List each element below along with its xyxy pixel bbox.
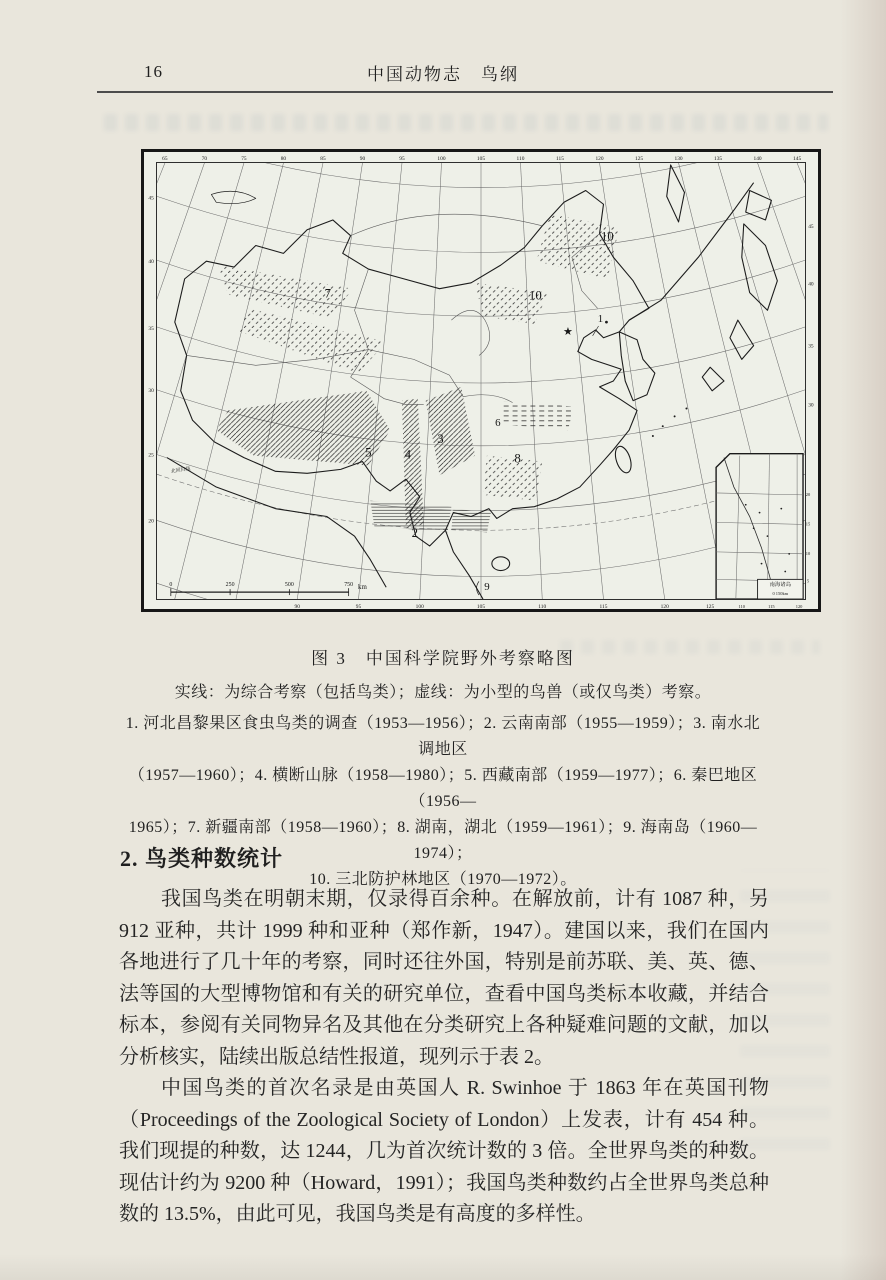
scale-label: 0 [169,582,173,589]
scale-label: 750 [344,582,354,589]
lat-tick-left: 20 [148,518,154,525]
lon-tick-bottom: 105 [476,603,486,610]
figure-map-frame [141,149,821,612]
lon-tick-top: 100 [437,156,446,163]
lon-tick-top: 105 [476,156,486,163]
lat-tick-right: 45 [808,223,814,230]
lon-tick-bottom: 125 [706,603,715,610]
region-7-hatch [218,265,352,318]
inset-lon-tick: 120 [795,603,803,609]
lon-tick-top: 70 [201,156,208,163]
scale-unit: km [358,584,367,592]
region-number: 5 [365,445,372,460]
scale-bar [171,588,349,596]
lon-tick-top: 145 [793,156,802,163]
lon-tick-top: 140 [753,156,762,163]
lon-tick-top: 90 [359,156,366,163]
map-geometry [0,132,886,640]
region-3-hatch [426,387,475,475]
inset-lat-tick: 20 [805,491,811,497]
region-number: 7 [324,286,332,301]
region-number: 8 [514,451,521,466]
header-rule [97,91,833,93]
lon-tick-top: 75 [241,156,247,163]
scan-edge-shading [0,1254,886,1280]
sakhalin [667,165,685,222]
page-number: 16 [144,62,163,81]
region-number: 1 [597,313,604,326]
japan-hokkaido [746,190,772,219]
figure-caption-line: 实线：为综合考察（包括鸟类）；虚线：为小型的鸟兽（或仅鸟类）考察。 [174,684,712,701]
region-8-hatch [483,456,542,501]
lon-tick-top: 125 [634,156,644,163]
tropic-of-cancer-label: 北回归线 [170,467,191,475]
region-5-hatch [216,391,390,466]
section-heading: 2. 鸟类种数统计 [120,846,284,871]
region-number: 2 [411,526,419,541]
figure-caption-line: 10. 三北防护林地区（1970—1972）。 [309,871,577,888]
inset-lon-tick: 115 [768,603,775,609]
taiwan-island [612,444,634,474]
changli-survey-dot [605,321,608,324]
figure-map-inner-frame [148,156,814,610]
inset-scale: 0 150km [772,591,789,597]
beijing-star: ★ [563,325,573,338]
inset-lat-tick: 5 [806,578,810,584]
inset-lon-tick: 110 [738,603,746,609]
lon-tick-bottom: 100 [415,603,424,610]
paragraph-species-statistics: 我国鸟类在明朝末期，仅录得百余种。在解放前，计有 1087 种，另 912 亚种，共计 1999 种和亚种（郑作新，1947）。建国以来，我们在国内各地进行了几十年的考察，同时还往外国，特别是前苏联、美、英、德、法等国的大型博物馆和有关的研究单位，查看中国鸟类标本收藏，并结合标本，参阅有关同物异名及其他在分类研究上各种疑难问题的文献，加以分析核实，陆续出版总结性报道，现列示于表 2。 [119,888,769,1068]
japan-honshu [742,224,778,310]
lon-tick-top: 135 [714,156,723,163]
region-6-hatch [501,402,574,430]
vietnam-coast [445,530,483,599]
figure-caption-line: 1965）；7. 新疆南部（1958—1960）；8. 湖南，湖北（1959—1961）；9. 海南岛（1960—1974）； [128,819,758,862]
islet-dots [605,321,687,437]
figure-caption-line: （1957—1960）；4. 横断山脉（1958—1980）；5. 西藏南部（1959—1977）；6. 秦巴地区（1956— [128,767,758,810]
lon-tick-bottom: 95 [355,603,362,610]
region-number: 9 [484,581,490,594]
figure-caption-title: 图 3 中国科学院野外考察略图 [311,649,575,668]
japan-south [730,320,754,359]
region-number: 6 [495,417,501,430]
lon-tick-top: 80 [280,156,287,163]
inset-title: 南海诸岛 [769,582,792,589]
region-7-hatch [240,308,386,373]
lat-tick-right: 30 [808,402,814,409]
lon-tick-top: 110 [516,156,525,163]
survey-region-hatches [216,214,619,532]
figure-caption-line: 1. 河北昌黎果区食虫鸟类的调查（1953—1956）；2. 云南南部（1955—1959）；3. 南水北调地区 [125,715,761,758]
lat-tick-left: 45 [148,195,154,202]
lat-tick-left: 40 [148,259,154,266]
lon-tick-bottom: 110 [538,603,547,610]
lon-tick-bottom: 115 [599,603,608,610]
region-number: 10 [528,288,542,303]
bleedthrough-artifact [104,114,828,131]
region-number: 4 [404,447,412,462]
scale-label: 250 [225,582,235,589]
region-number: 3 [437,431,444,446]
lon-tick-top: 130 [674,156,683,163]
lon-tick-bottom: 90 [294,603,300,610]
lon-tick-top: 65 [162,156,168,163]
korea-peninsula [619,332,655,401]
paragraph-first-checklist: 中国鸟类的首次名录是由英国人 R. Swinhoe 于 1863 年在英国刊物（Proceedings of the Zoological Society of London）上发表，计有 454 种。我们现提的种数，达 1244，几为首次统计数的 3 倍。全世界鸟类的种数。现估计约为 9200 种（Howard，1991）；我国鸟类种数约占全世界鸟类总种数的 13.5%，由此可见，我国鸟类是有高度的多样性。 [119,1077,769,1225]
scale-label: 500 [284,582,294,589]
lat-tick-left: 30 [148,387,154,394]
lon-tick-top: 95 [399,156,405,163]
lon-tick-top: 120 [595,156,604,163]
lat-tick-left: 35 [148,325,154,332]
lon-tick-top: 115 [556,156,564,163]
lon-tick-bottom: 120 [660,603,669,610]
lat-tick-left: 25 [148,452,154,459]
body-text [119,884,769,1231]
south-china-sea-inset [716,454,803,599]
lat-tick-right: 40 [808,281,814,288]
lat-tick-right: 35 [808,343,814,350]
china-survey-map [148,156,814,610]
region-2-hatch [451,509,491,533]
japan-kyushu [702,367,724,391]
inset-lat-tick: 15 [805,521,811,527]
scan-edge-shading [840,0,886,1280]
region-number: 10 [601,229,614,244]
inset-lat-tick: 10 [805,550,811,556]
lon-tick-top: 85 [320,156,326,163]
running-title: 中国动物志 鸟纲 [367,65,519,84]
hainan-island [492,557,510,571]
